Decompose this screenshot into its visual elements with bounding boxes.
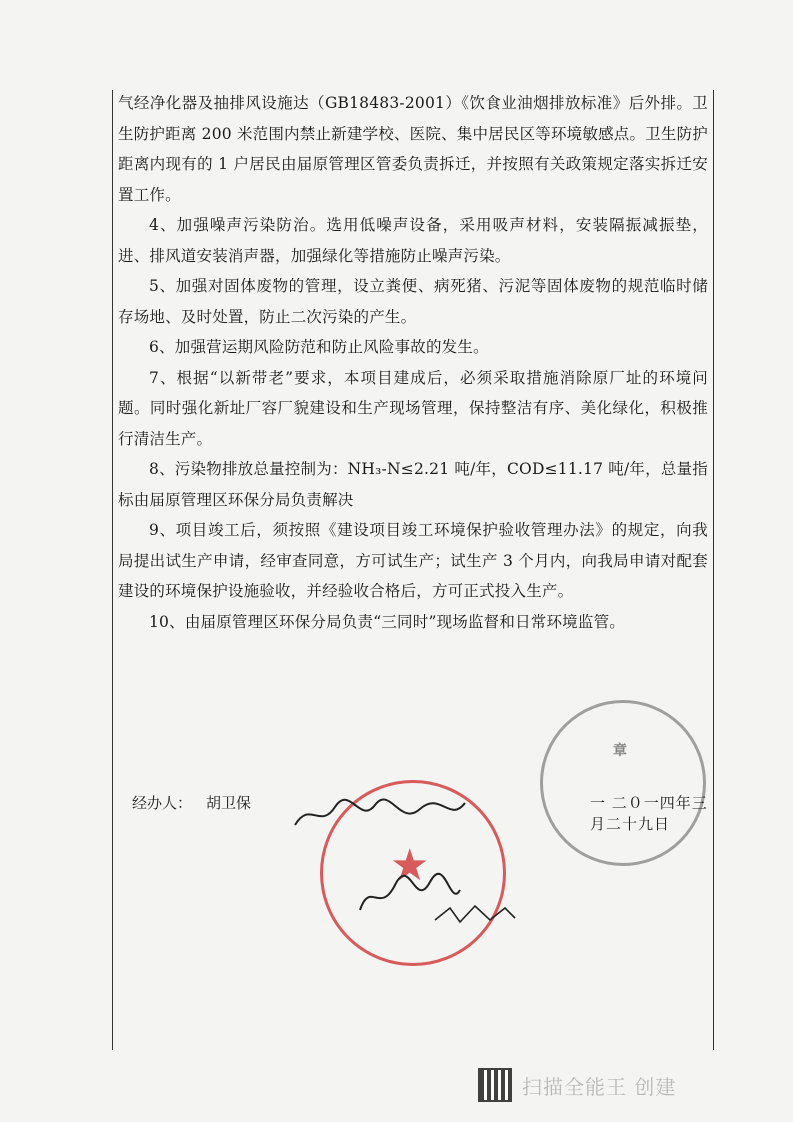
handler-label: 经办人： xyxy=(132,794,193,812)
qr-code-icon xyxy=(478,1068,512,1102)
watermark-text: 扫描全能王 创建 xyxy=(522,1074,677,1099)
handler-name: 胡卫保 xyxy=(206,794,252,812)
seal-star-icon: ★ xyxy=(390,840,430,891)
paragraph-10-supervision: 10、由届原管理区环保分局负责“三同时”现场监督和日常环境监管。 xyxy=(149,612,625,631)
paragraph-6-risk: 6、加强营运期风险防范和防止风险事故的发生。 xyxy=(149,338,489,356)
document-body xyxy=(118,88,708,637)
paragraph-3-continuation: 气经净化器及抽排风设施达（GB18483-2001）《饮食业油烟排放标准》后外排。卫生防护距离 200 米范围内禁止新建学校、医院、集中居民区等环境敏感点。卫生防护距离内现有的 1 户居民由届原管理区管委负责拆迁，并按照有关政策规定落实拆迁安置工作。 xyxy=(118,94,708,204)
paragraph-5-solid-waste: 5、加强对固体废物的管理，设立粪便、病死猪、污泥等固体废物的规范临时储存场地、及时处置，防止二次污染的产生。 xyxy=(118,277,708,326)
official-seal-gray xyxy=(540,700,706,866)
handwritten-signature xyxy=(290,795,470,835)
paragraph-7-old-site: 7、根据“以新带老”要求，本项目建成后，必须采取措施消除原厂址的环境问题。同时强化新址厂容厂貌建设和生产现场管理，保持整洁有序、美化绿化，积极推行清洁生产。 xyxy=(118,368,708,448)
paragraph-4-noise: 4、加强噪声污染防治。选用低噪声设备，采用吸声材料，安装隔振减振垫，进、排风道安装消声器，加强绿化等措施防止噪声污染。 xyxy=(118,216,708,265)
official-seal-label: 章 xyxy=(613,743,627,759)
paragraph-8-emission-totals: 8、污染物排放总量控制为：NH₃-N≤2.21 吨/年，COD≤11.17 吨/年，总量指标由届原管理区环保分局负责解决 xyxy=(118,460,708,509)
document-date: 一 二０一四年三月二十九日 xyxy=(590,794,708,833)
scanner-watermark xyxy=(478,1068,676,1102)
paragraph-9-acceptance: 9、项目竣工后，须按照《建设项目竣工环境保护验收管理办法》的规定，向我局提出试生产申请，经审查同意，方可试生产；试生产 3 个月内，向我局申请对配套建设的环境保护设施验收，并经验收合格后，方可正式投入生产。 xyxy=(118,521,708,600)
handwritten-date xyxy=(430,900,520,930)
